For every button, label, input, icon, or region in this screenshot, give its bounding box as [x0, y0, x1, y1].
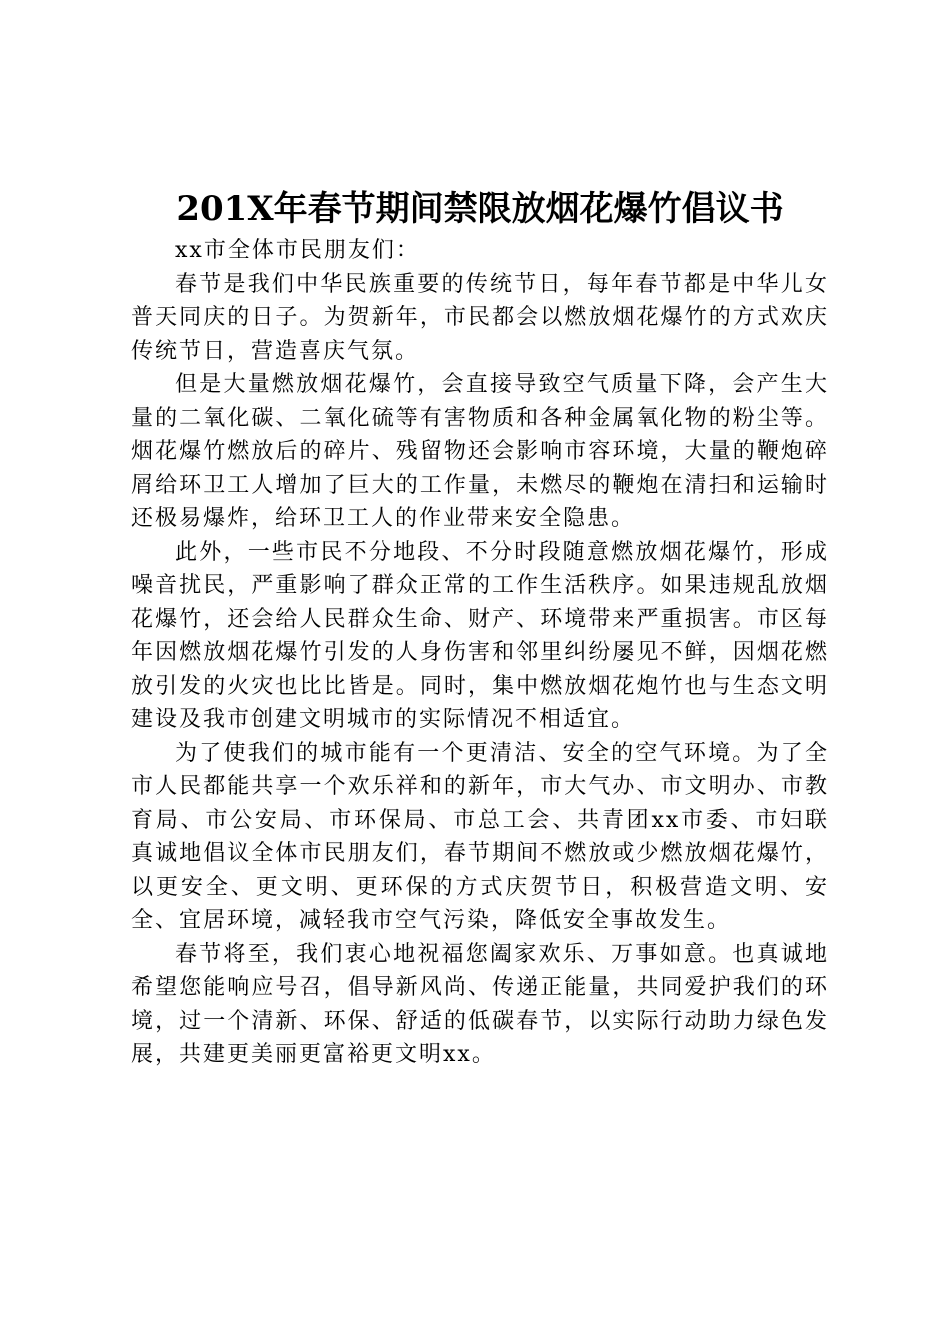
paragraph-4: 为了使我们的城市能有一个更清洁、安全的空气环境。为了全市人民都能共享一个欢乐祥和的新年，市大气办、市文明办、市教育局、市公安局、市环保局、市总工会、共青团xx市委、市妇联真诚地倡议全体市民朋友们，春节期间不燃放或少燃放烟花爆竹，以更安全、更文明、更环保的方式庆贺节日，积极营造文明、安全、宜居环境，减轻我市空气污染，降低安全事故发生。	[131, 740, 829, 933]
paragraph-5: 春节将至，我们衷心地祝福您阖家欢乐、万事如意。也真诚地希望您能响应号召，倡导新风尚、传递正能量，共同爱护我们的环境，过一个清新、环保、舒适的低碳春节，以实际行动助力绿色发展，共建更美丽更富裕更文明xx。	[131, 941, 829, 1067]
paragraph-1: 春节是我们中华民族重要的传统节日，每年春节都是中华儿女普天同庆的日子。为贺新年，市民都会以燃放烟花爆竹的方式欢庆传统节日，营造喜庆气氛。	[131, 271, 829, 364]
salutation: xx市全体市民朋友们：	[175, 238, 420, 263]
paragraph-2: 但是大量燃放烟花爆竹，会直接导致空气质量下降，会产生大量的二氧化碳、二氧化硫等有害物质和各种金属氧化物的粉尘等。烟花爆竹燃放后的碎片、残留物还会影响市容环境，大量的鞭炮碎屑给环卫工人增加了巨大的工作量，未燃尽的鞭炮在清扫和运输时还极易爆炸，给环卫工人的作业带来安全隐患。	[131, 372, 829, 531]
paragraph-3: 此外，一些市民不分地段、不分时段随意燃放烟花爆竹，形成噪音扰民，严重影响了群众正常的工作生活秩序。如果违规乱放烟花爆竹，还会给人民群众生命、财产、环境带来严重损害。市区每年因燃放烟花爆竹引发的人身伤害和邻里纠纷屡见不鲜，因烟花燃放引发的火灾也比比皆是。同时，集中燃放烟花炮竹也与生态文明建设及我市创建文明城市的实际情况不相适宜。	[131, 539, 829, 732]
document-body	[131, 186, 829, 1072]
document-title: 201X年春节期间禁限放烟花爆竹倡议书	[176, 189, 784, 229]
